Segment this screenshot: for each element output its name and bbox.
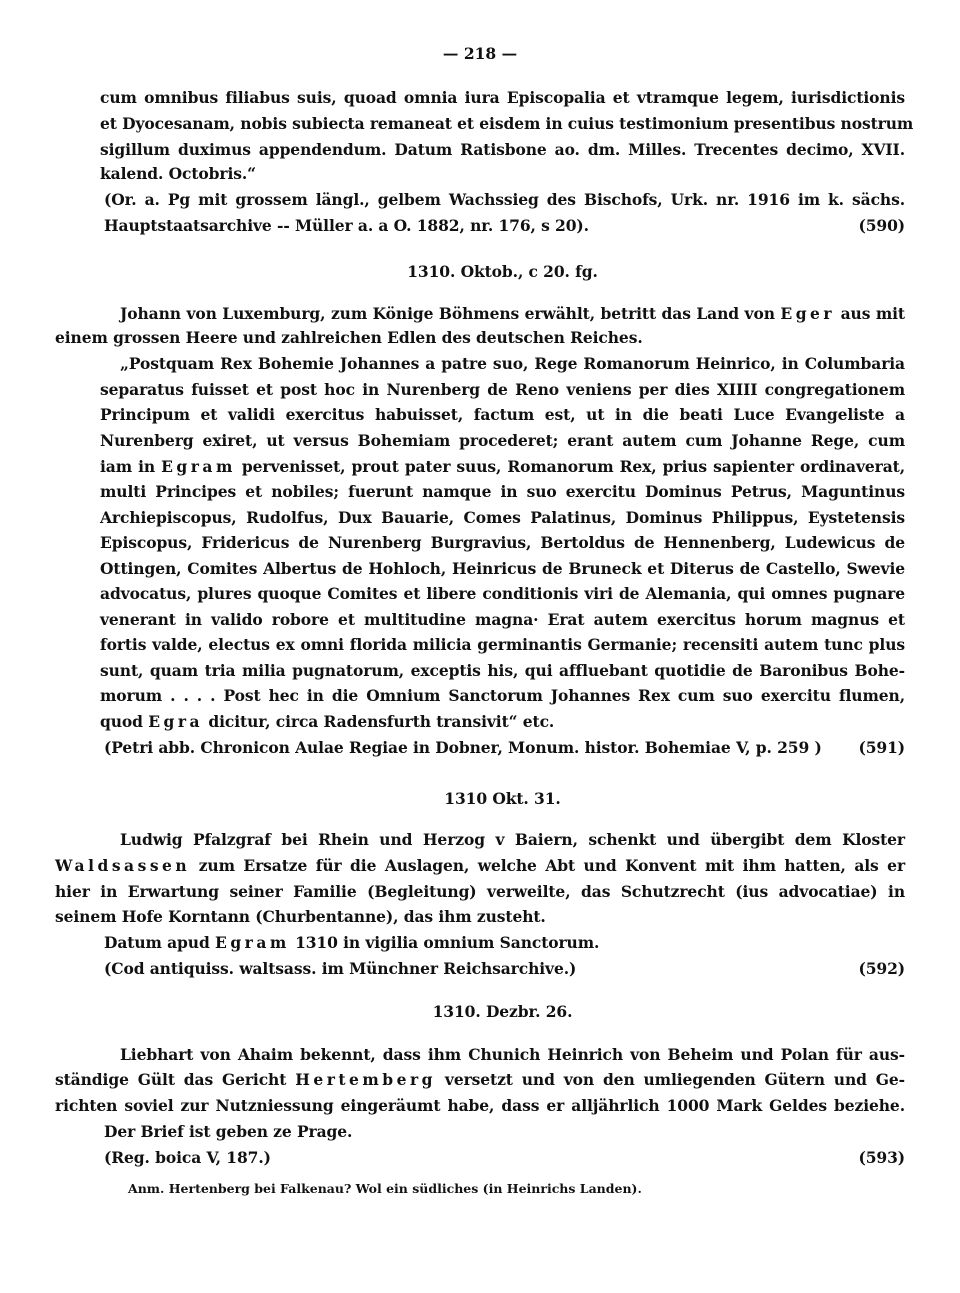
entry-heading: 1310 Okt. 31. (444, 789, 561, 808)
regest-text: versetzt und von den umliegenden Gütern und Ge- (444, 1070, 906, 1089)
regest-line: einem grossen Heere und zahlreichen Edlen des deutschen Reiches. (55, 328, 643, 347)
quote-line: Nurenberg exiret, ut versus Bohemiam procederet; erant autem cum Johanne Rege, cum (100, 431, 905, 450)
source-citation: (Petri abb. Chronicon Aulae Regiae in Dobner, Monum. histor. Bohemiae V, p. 259 ) (104, 738, 822, 757)
regest-line: Liebhart von Ahaim bekennt, dass ihm Chunich Heinrich von Beheim und Polan für aus- (120, 1045, 905, 1064)
entry-heading: 1310. Oktob., c 20. fg. (407, 262, 598, 281)
source-citation: Hauptstaatsarchive -- Müller a. a O. 1882, nr. 176, s 20). (104, 216, 589, 235)
source-citation-line (104, 738, 905, 758)
quote-line: venerant in valido robore et multitudine magna· Erat autem exercitus horum magnus et (100, 610, 905, 629)
quote-line: „Postquam Rex Bohemie Johannes a patre suo, Rege Romanorum Heinrico, in Columbaria (120, 354, 905, 373)
source-citation-line (104, 216, 905, 236)
date-text: Datum apud (104, 933, 210, 952)
entry-number: (592) (858, 959, 905, 978)
regest-text: ständige Gült das Gericht (55, 1070, 287, 1089)
source-citation-line (104, 959, 905, 979)
place-name: Egra (148, 712, 204, 731)
regest-text: aus mit (840, 304, 905, 323)
quote-line (100, 712, 905, 732)
date-text: 1310 in vigilia omnium Sanctorum. (295, 933, 600, 952)
page-number: — 218 — (442, 44, 518, 63)
quote-line: sunt, quam tria milia pugnatorum, exceptis his, qui affluebant quotidie de Baronibus Bohe- (100, 661, 905, 680)
entry-number: (591) (858, 738, 905, 757)
quote-text: pervenisset, prout pater suus, Romanorum Rex, prius sapienter ordinaverat, (241, 457, 905, 476)
quote-line: multi Principes et nobiles; fuerunt namque in suo exercitu Dominus Petrus, Maguntinus (100, 482, 905, 501)
text-line: et Dyocesanam, nobis subiecta remaneat et eisdem in cuius testimonium presentibus nostrum (100, 114, 914, 133)
source-citation: (Reg. boica V, 187.) (104, 1148, 271, 1167)
source-citation-line (104, 1148, 905, 1168)
text-line: sigillum duximus appendendum. Datum Ratisbone ao. dm. Milles. Trecentes decimo, XVII. (100, 140, 905, 159)
quote-line: Ottingen, Comites Albertus de Hohloch, Heinricus de Bruneck et Diterus de Castello, Swevie (100, 559, 905, 578)
regest-line: richten soviel zur Nutzniessung eingeräumt habe, dass er alljährlich 1000 Mark Geldes beziehe. (55, 1096, 905, 1115)
quote-line: advocatus, plures quoque Comites et libere conditionis viri de Alemania, qui omnes pugnare (100, 584, 905, 603)
regest-line: Ludwig Pfalzgraf bei Rhein und Herzog v Baiern, schenkt und übergibt dem Kloster (120, 830, 905, 849)
quote-line (100, 457, 905, 477)
quote-line: Episcopus, Fridericus de Nurenberg Burgravius, Bertoldus de Hennenberg, Ludewicus de (100, 533, 905, 552)
place-name: Egram (215, 933, 290, 952)
regest-line (55, 1070, 905, 1090)
quote-line: Archiepiscopus, Rudolfus, Dux Bauarie, Comes Palatinus, Dominus Philippus, Eystetensis (100, 508, 905, 527)
entry-number: (590) (858, 216, 905, 235)
place-name: Waldsassen (55, 856, 191, 875)
regest-text: Johann von Luxemburg, zum Könige Böhmens erwählt, betritt das Land von (120, 304, 775, 323)
regest-line: Der Brief ist geben ze Prage. (104, 1122, 353, 1141)
regest-line (120, 304, 905, 324)
source-citation: (Or. a. Pg mit grossem längl., gelbem Wachssieg des Bischofs, Urk. nr. 1916 im k. sächs. (104, 190, 905, 209)
place-name: Hertemberg (295, 1070, 437, 1089)
date-line (104, 933, 905, 953)
entry-heading: 1310. Dezbr. 26. (432, 1002, 573, 1021)
regest-line: hier in Erwartung seiner Familie (Begleitung) verweilte, das Schutzrecht (ius advocatiae) in (55, 882, 905, 901)
footnote: Anm. Hertenberg bei Falkenau? Wol ein südliches (in Heinrichs Landen). (128, 1181, 642, 1196)
source-citation: (Cod antiquiss. waltsass. im Münchner Reichsarchive.) (104, 959, 577, 978)
quote-text: dicitur, circa Radensfurth transivit“ etc. (208, 712, 555, 731)
text-line: cum omnibus filiabus suis, quoad omnia iura Episcopalia et vtramque legem, iurisdictionis (100, 88, 905, 107)
quote-line: fortis valde, electus ex omni florida milicia germinantis Germanie; recensiti autem tunc plus (100, 635, 905, 654)
regest-line (55, 856, 905, 876)
regest-line: seinem Hofe Korntann (Churbentanne), das ihm zusteht. (55, 907, 546, 926)
quote-text: quod (100, 712, 143, 731)
regest-text: zum Ersatze für die Auslagen, welche Abt und Konvent mit ihm hatten, als er (198, 856, 906, 875)
text-line: kalend. Octobris.“ (100, 164, 257, 183)
quote-line: Principum et validi exercitus habuisset, factum est, ut in die beati Luce Evangeliste a (100, 405, 905, 424)
quote-text: iam in (100, 457, 156, 476)
quote-line: separatus fuisset et post hoc in Nurenberg de Reno veniens per dies XIIII congregationem (100, 380, 905, 399)
quote-line: morum . . . . Post hec in die Omnium Sanctorum Johannes Rex cum suo exercitu flumen, (100, 686, 905, 705)
place-name: Egram (161, 457, 236, 476)
place-name: Eger (780, 304, 836, 323)
entry-number: (593) (858, 1148, 905, 1167)
